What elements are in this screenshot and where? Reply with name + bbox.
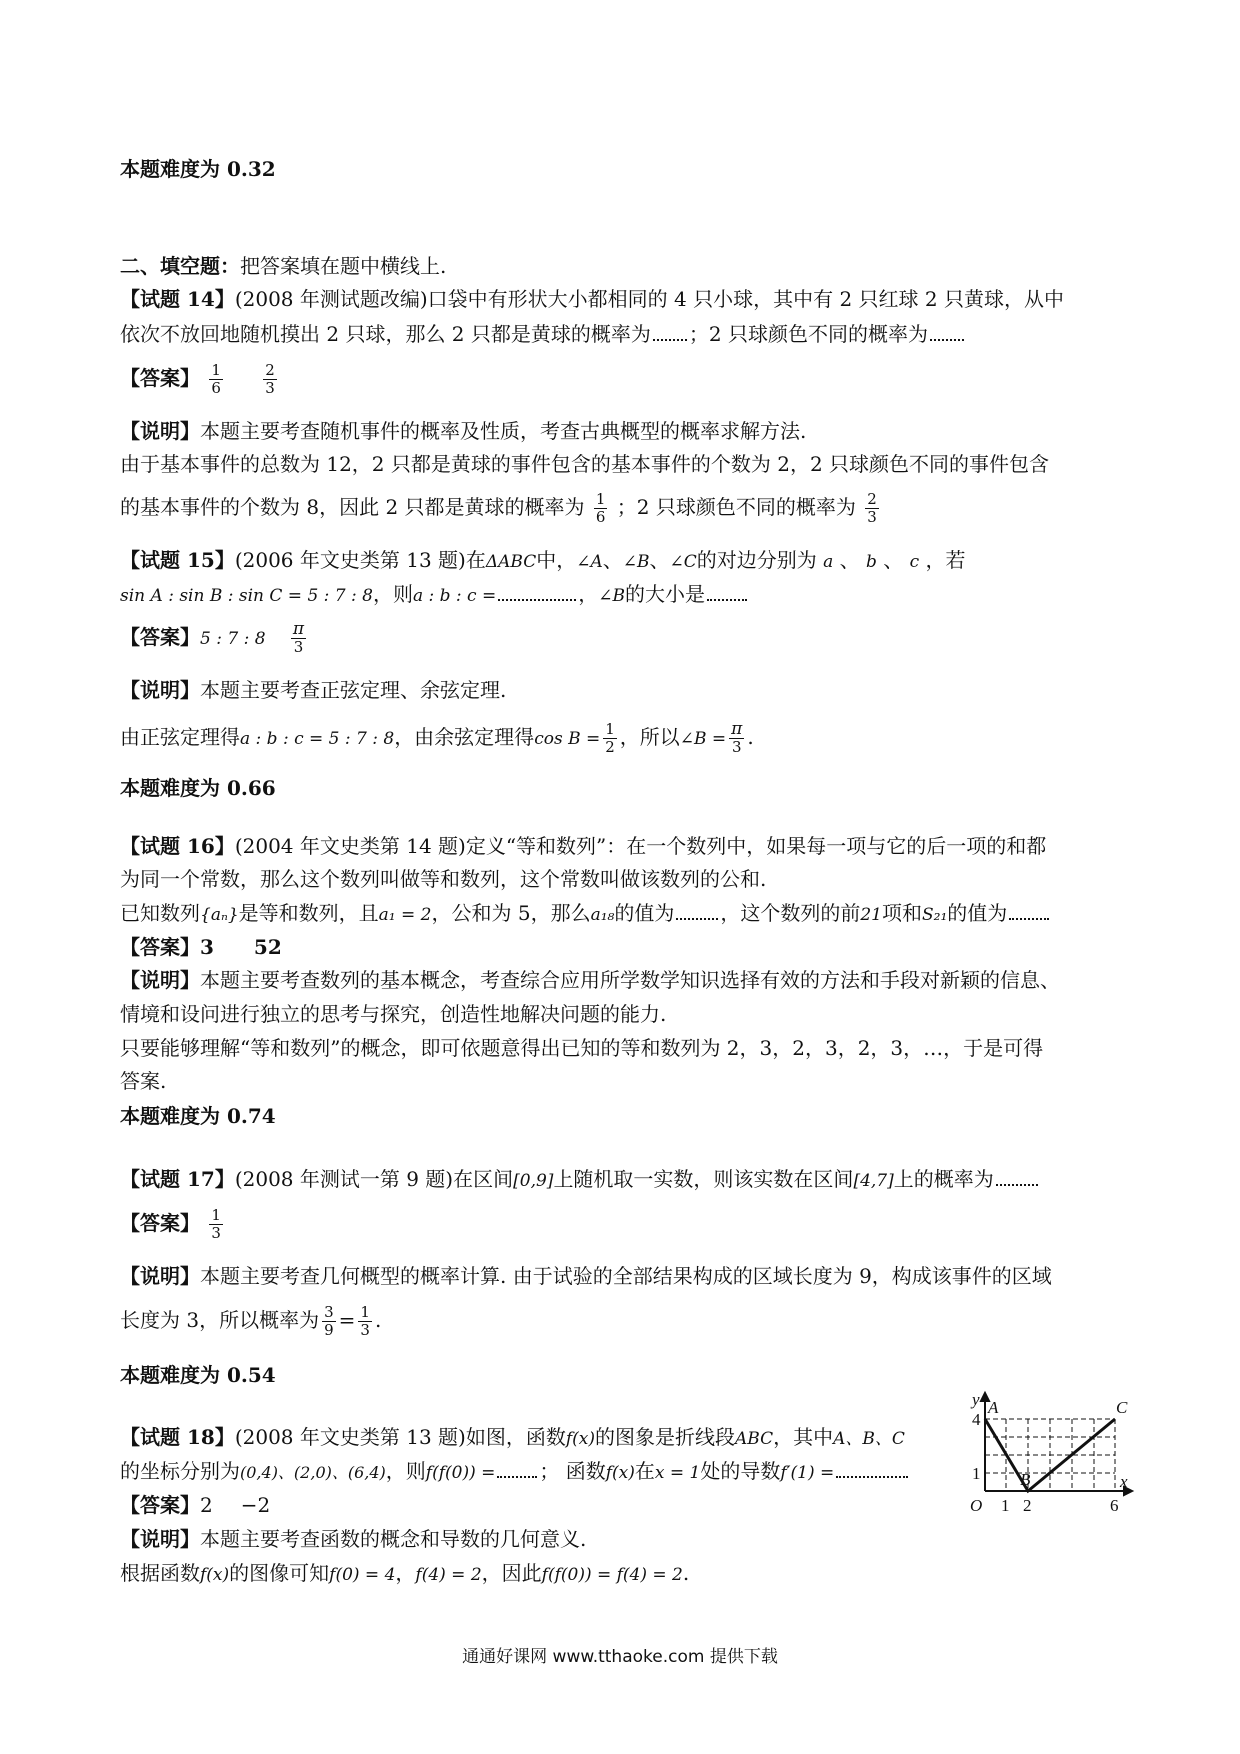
fraction: $\frac{1}{6}$ [211, 361, 221, 397]
q14-answer: 【答案】 $\frac{1}{6}$ $\frac{2}{3}$ [120, 361, 275, 397]
answer-blank [676, 912, 718, 920]
q14-explanation-3: 的基本事件的个数为 8，因此 2 只都是黄球的概率为 $\frac{1}{6}$ ；2 只球颜色不同的概率为 $\frac{2}{3}$ [120, 490, 877, 526]
x-axis-label: x [1120, 1472, 1128, 1491]
q15-answer: 【答案】5 : 7 : 8 $\frac{\pi}{3}$ [120, 619, 305, 656]
answer-blank [707, 593, 747, 601]
function-graph [960, 1385, 1140, 1525]
q15-line1: 【试题 15】(2006 年文史类第 13 题)在ΔABC中，∠A、∠B、∠C的对边分别为 a 、 b 、 c ，若 [120, 548, 966, 572]
q18-line2: 的坐标分别为(0,4)、(2,0)、(6,4)，则f(f(0)) = ； 函数f(x)在x = 1处的导数f′(1) = [120, 1457, 910, 1487]
q18-line1: 【试题 18】(2008 年文史类第 13 题)如图，函数f(x)的图象是折线段ABC，其中A、B、C [120, 1425, 905, 1449]
page-footer: 通通好课网 www.tthaoke.com 提供下载 [462, 1647, 778, 1667]
answer-blank [653, 333, 687, 341]
q15-explanation-1: 【说明】本题主要考查正弦定理、余弦定理. [120, 678, 507, 702]
y-axis-label: y [972, 1390, 980, 1409]
q18-explanation-1: 【说明】本题主要考查函数的概念和导数的几何意义. [120, 1527, 587, 1551]
fraction: $\frac{1}{2}$ [605, 720, 615, 756]
q16-line3: 已知数列{aₙ}是等和数列，且a₁ = 2，公和为 5，那么a₁₈的值为 ，这个数列的前21项和S₂₁的值为 [120, 899, 1051, 929]
point-a-label: A [988, 1398, 999, 1417]
q17-explanation-1: 【说明】本题主要考查几何概型的概率计算. 由于试验的全部结果构成的区域长度为 9，构成该事件的区域 [120, 1264, 1052, 1288]
q15-line2: sin A : sin B : sin C = 5 : 7 : 8，则a : b : c = ，∠B的大小是 [120, 580, 749, 610]
tick-label-x2: 2 [1023, 1496, 1032, 1515]
answer-blank [498, 593, 576, 601]
difficulty-line: 本题难度为 0.32 [120, 157, 276, 181]
q17-answer: 【答案】 $\frac{1}{3}$ [120, 1206, 221, 1242]
fraction: $\frac{2}{3}$ [867, 490, 877, 526]
q16-explanation-1: 【说明】本题主要考查数列的基本概念，考查综合应用所学数学知识选择有效的方法和手段对新颖的信息、 [120, 968, 1060, 992]
q16-answer: 【答案】3 52 [120, 935, 282, 959]
point-b-label: B [1020, 1470, 1031, 1489]
tick-label-y1: 1 [972, 1464, 981, 1483]
q14-explanation-2: 由于基本事件的总数为 12，2 只都是黄球的事件包含的基本事件的个数为 2，2 只球颜色不同的事件包含 [120, 452, 1050, 476]
tick-label-x1: 1 [1001, 1496, 1010, 1515]
q14-explanation-1: 【说明】本题主要考查随机事件的概率及性质，考查古典概型的概率求解方法. [120, 419, 807, 443]
section-heading: 二、填空题：把答案填在题中横线上. [120, 254, 447, 278]
q15-explanation-2: 由正弦定理得a : b : c = 5 : 7 : 8，由余弦定理得cos B = $\frac{1}{2}$ ，所以∠B = $\frac{\pi}{3}$ . [120, 719, 754, 756]
q14-line1: 【试题 14】(2008 年测试题改编)口袋中有形状大小都相同的 4 只小球，其中有 2 只红球 2 只黄球，从中 [120, 287, 1064, 311]
q17-explanation-2: 长度为 3，所以概率为 $\frac{3}{9}$ = $\frac{1}{3}$ . [120, 1303, 382, 1339]
answer-blank [497, 1470, 537, 1478]
q16-explanation-2: 情境和设问进行独立的思考与探究，创造性地解决问题的能力. [120, 1002, 667, 1026]
answer-blank [1009, 912, 1049, 920]
fraction: $\frac{\pi}{3}$ [292, 619, 305, 656]
difficulty-line: 本题难度为 0.54 [120, 1363, 276, 1387]
difficulty-line: 本题难度为 0.74 [120, 1104, 276, 1128]
point-c-label: C [1116, 1398, 1128, 1417]
graph-grid [985, 1419, 1115, 1491]
answer-blank [836, 1470, 908, 1478]
origin-label: O [970, 1496, 983, 1515]
fraction: $\frac{1}{6}$ [595, 490, 606, 526]
q17-line1: 【试题 17】(2008 年测试一第 9 题)在区间[0,9]上随机取一实数，则该实数在区间[4,7]上的概率为 [120, 1165, 1040, 1195]
tick-label-y4: 4 [972, 1410, 981, 1429]
q16-explanation-3: 只要能够理解“等和数列”的概念，即可依题意得出已知的等和数列为 2，3，2，3，2，3，…，于是可得 [120, 1036, 1044, 1060]
q16-explanation-4: 答案. [120, 1069, 167, 1093]
answer-blank [930, 333, 964, 341]
answer-blank [996, 1178, 1038, 1186]
fraction: $\frac{1}{3}$ [360, 1303, 370, 1339]
tick-label-x6: 6 [1110, 1496, 1119, 1515]
q14-line2: 依次不放回地随机摸出 2 只球，那么 2 只都是黄球的概率为 ；2 只球颜色不同的概率为 [120, 320, 966, 348]
fraction: $\frac{3}{9}$ [324, 1303, 334, 1339]
difficulty-line: 本题难度为 0.66 [120, 776, 276, 800]
q18-explanation-2: 根据函数f(x)的图像可知f(0) = 4，f(4) = 2，因此f(f(0)) = f(4) = 2. [120, 1561, 690, 1585]
fraction: $\frac{1}{3}$ [211, 1206, 221, 1242]
q16-line2: 为同一个常数，那么这个数列叫做等和数列，这个常数叫做该数列的公和. [120, 867, 767, 891]
fraction: $\frac{2}{3}$ [265, 361, 275, 397]
q14-label: 【试题 14】 [120, 287, 235, 311]
q16-line1: 【试题 16】(2004 年文史类第 14 题)定义“等和数列”：在一个数列中，如果每一项与它的后一项的和都 [120, 834, 1047, 858]
fraction: $\frac{\pi}{3}$ [731, 719, 743, 756]
q18-answer: 【答案】2 −2 [120, 1493, 271, 1517]
